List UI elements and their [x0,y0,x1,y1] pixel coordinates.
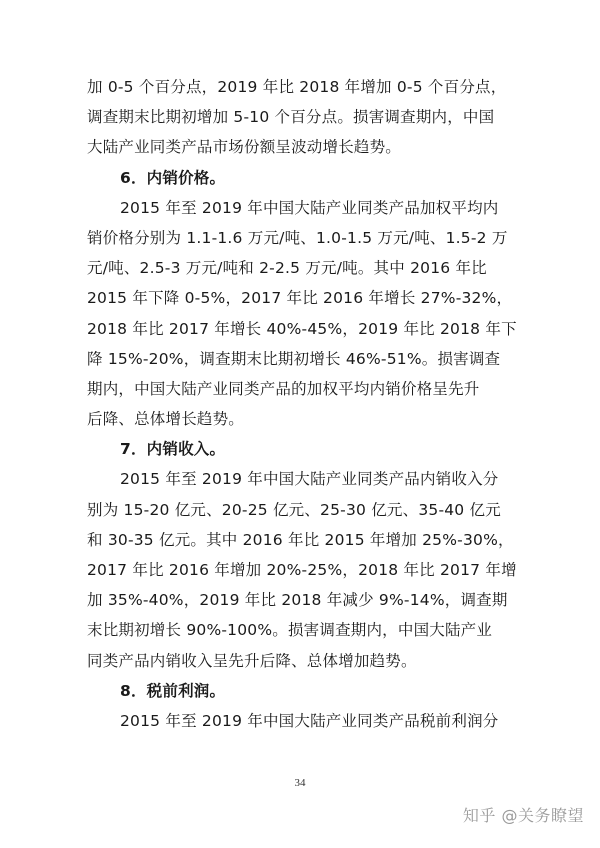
section-heading: 6．内销价格。 [120,168,226,187]
text-line: 2015 年至 2019 年中国大陆产业同类产品加权平均内 [120,198,499,217]
text-line: 调查期末比期初增加 5-10 个百分点。损害调查期内，中国 [87,108,495,127]
text-line: 2018 年比 2017 年增长 40%-45%，2019 年比 2018 年下 [87,319,517,338]
text-line: 加 0-5 个百分点，2019 年比 2018 年增加 0-5 个百分点， [87,78,507,96]
watermark: 知乎 @关务瞭望 [462,806,584,825]
section-heading: 7．内销收入。 [120,440,226,459]
section-heading: 8．税前利润。 [120,681,226,700]
text-line: 降 15%-20%，调查期末比期初增长 46%-51%。损害调查 [87,349,501,368]
text-line: 销价格分别为 1.1-1.6 万元/吨、1.0-1.5 万元/吨、1.5-2 万 [87,228,508,247]
text-line: 2015 年下降 0-5%，2017 年比 2016 年增长 27%-32%， [87,289,513,308]
text-line: 期内，中国大陆产业同类产品的加权平均内销价格呈先升 [87,379,480,398]
text-line: 和 30-35 亿元。其中 2016 年比 2015 年增加 25%-30%， [87,530,514,549]
text-line: 元/吨、2.5-3 万元/吨和 2-2.5 万元/吨。其中 2016 年比 [87,259,487,278]
text-line: 同类产品内销收入呈先升后降、总体增加趋势。 [87,651,417,670]
page-number: 34 [294,777,306,789]
text-line: 后降、总体增长趋势。 [87,410,245,429]
text-line: 2015 年至 2019 年中国大陆产业同类产品内销收入分 [120,470,499,489]
text-line: 别为 15-20 亿元、20-25 亿元、25-30 亿元、35-40 亿元 [87,500,501,519]
text-line: 末比期初增长 90%-100%。损害调查期内，中国大陆产业 [87,621,493,640]
document-body [87,72,517,736]
text-line: 2015 年至 2019 年中国大陆产业同类产品税前利润分 [120,711,499,730]
text-line: 2017 年比 2016 年增加 20%-25%，2018 年比 2017 年增 [87,561,517,579]
text-line: 大陆产业同类产品市场份额呈波动增长趋势。 [87,138,402,157]
text-line: 加 35%-40%，2019 年比 2018 年减少 9%-14%，调查期 [87,591,508,610]
